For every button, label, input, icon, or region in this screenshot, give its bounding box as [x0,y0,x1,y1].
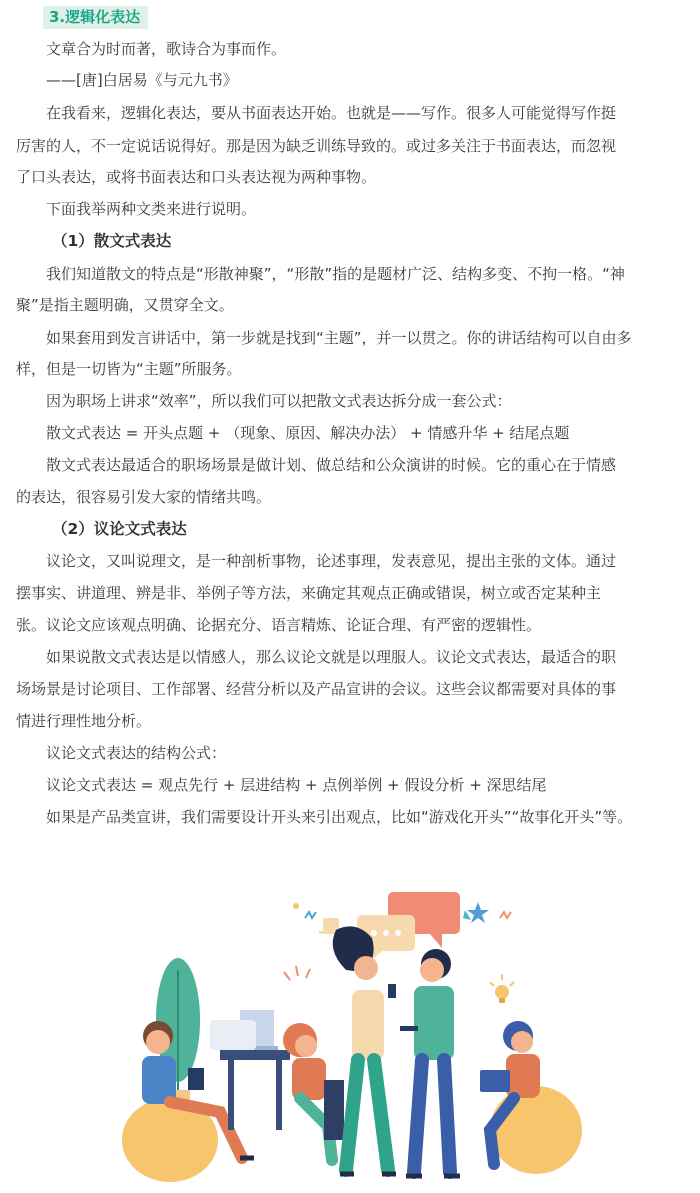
paragraph-line: 如果套用到发言讲话中，第一步就是找到“主题”，并一以贯之。你的讲话结构可以自由多 [46,329,632,347]
paragraph-line: 我们知道散文的特点是“形散神聚”，“形散”指的是题材广泛、结构多变、不拘一格。“神 [46,265,625,283]
section-heading: 3.逻辑化表达 [43,6,148,29]
paragraph-line: 在我看来，逻辑化表达，要从书面表达开始。也就是——写作。很多人可能觉得写作挺 [46,104,617,122]
paragraph-line: 了口头表达，或将书面表达和口头表达视为两种事物。 [16,168,377,186]
paragraph-line: 聚”是指主题明确，又贯穿全文。 [16,296,234,314]
woman-on-beanbag-figure [480,1021,582,1174]
paragraph-line: 张。议论文应该观点明确、论据充分、语言精炼、论证合理、有严密的逻辑性。 [16,616,542,634]
team-discussion-illustration [70,840,640,1185]
paragraph-line: 如果是产品类宣讲，我们需要设计开头来引出观点，比如“游戏化开头”“故事化开头”等。 [46,808,633,826]
subheading-argument: （2）议论文式表达 [52,520,187,538]
paragraph-line: 如果说散文式表达是以情感人，那么议论文就是以理服人。议论文式表达，最适合的职 [46,648,617,666]
paragraph-line: 下面我举两种文类来进行说明。 [46,200,257,218]
lightbulb-icon [490,974,514,1003]
paragraph-line: 样，但是一切皆为“主题”所服务。 [16,360,242,378]
formula-line: 议论文式表达 = 观点先行 + 层进结构 + 点例举例 + 假设分析 + 深思结尾 [46,776,547,794]
standing-man-figure [400,949,460,1176]
paragraph-line: 情进行理性地分析。 [16,712,152,730]
paragraph-line: 摆事实、讲道理、辨是非、举例子等方法，来确定其观点正确或错误，树立或否定某种主 [16,584,602,602]
paragraph-line: 因为职场上讲求“效率”，所以我们可以把散文式表达拆分成一套公式： [46,392,512,410]
paragraph-line: 议论文，又叫说理文，是一种剖析事物，论述事理，发表意见，提出主张的文体。通过 [46,552,617,570]
paragraph-line: 散文式表达最适合的职场场景是做计划、做总结和公众演讲的时候。它的重心在于情感 [46,456,617,474]
subheading-prose: （1）散文式表达 [52,232,172,250]
formula-line: 散文式表达 = 开头点题 + （现象、原因、解决办法） + 情感升华 + 结尾点题 [46,424,570,442]
quote-line: 文章合为时而著，歌诗合为事而作。 [46,40,287,58]
paragraph-line: 厉害的人，不一定说话说得好。那是因为缺乏训练导致的。或过多关注于书面表达，而忽视 [16,137,617,155]
woman-at-desk-figure [283,1023,344,1160]
paragraph-line: 的表达，很容易引发大家的情绪共鸣。 [16,488,272,506]
paragraph-line: 议论文式表达的结构公式： [46,744,227,762]
quote-source: ——[唐]白居易《与元九书》 [46,71,238,89]
paragraph-line: 场场景是讨论项目、工作部署、经营分析以及产品宣讲的会议。这些会议都需要对具体的事 [16,680,617,698]
